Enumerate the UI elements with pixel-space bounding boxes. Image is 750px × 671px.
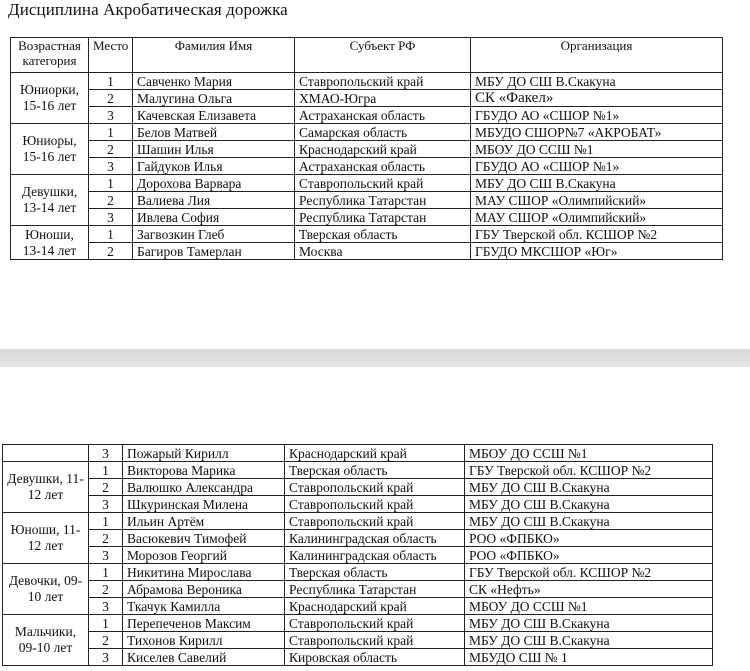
place-cell: 3 (89, 107, 133, 124)
page-title: Дисциплина Акробатическая дорожка (8, 0, 288, 19)
organization-cell: РОО «ФПБКО» (465, 547, 713, 564)
category-cell: Девушки, 13-14 лет (11, 175, 89, 226)
table-row (11, 226, 723, 243)
region-cell: Ставропольский край (285, 615, 465, 632)
header-organization: Организация (471, 38, 723, 73)
header-category: Возрастная категория (11, 38, 89, 73)
table-row (3, 564, 713, 581)
place-cell: 2 (89, 90, 133, 107)
name-cell: Малугина Ольга (133, 90, 295, 107)
name-cell: Пожарый Кирилл (123, 445, 285, 462)
table-row (3, 462, 713, 479)
place-cell: 2 (89, 141, 133, 158)
name-cell: Дорохова Варвара (133, 175, 295, 192)
region-cell: Ставропольский край (295, 175, 471, 192)
region-cell: Калининградская область (285, 530, 465, 547)
name-cell: Абрамова Вероника (123, 581, 285, 598)
table-row (3, 496, 713, 513)
name-cell: Ивлева София (133, 209, 295, 226)
organization-cell: МБУ ДО СШ В.Скакуна (471, 175, 723, 192)
region-cell: Ставропольский край (285, 513, 465, 530)
organization-cell: РОО «ФПБКО» (465, 530, 713, 547)
place-cell: 3 (89, 158, 133, 175)
table-row (11, 175, 723, 192)
organization-cell: МБУ ДО СШ В.Скакуна (471, 73, 723, 90)
region-cell: Краснодарский край (295, 141, 471, 158)
organization-cell: МБОУ ДО ССШ №1 (465, 445, 713, 462)
place-cell: 3 (89, 496, 123, 513)
page-break-divider (0, 349, 750, 367)
region-cell: Москва (295, 243, 471, 260)
table-header-row (11, 38, 723, 73)
place-cell: 1 (89, 73, 133, 90)
name-cell: Загвозкин Глеб (133, 226, 295, 243)
name-cell: Савченко Мария (133, 73, 295, 90)
organization-cell: МБОУ ДО ССШ №1 (471, 141, 723, 158)
place-cell: 2 (89, 192, 133, 209)
table-row (3, 445, 713, 462)
name-cell: Киселев Савелий (123, 649, 285, 666)
header-place: Место (89, 38, 133, 73)
organization-cell: МБУ ДО СШ В.Скакуна (465, 615, 713, 632)
name-cell: Шкуринская Милена (123, 496, 285, 513)
name-cell: Никитина Мирослава (123, 564, 285, 581)
region-cell: Ставропольский край (285, 479, 465, 496)
header-name: Фамилия Имя (133, 38, 295, 73)
table-row (11, 243, 723, 260)
place-cell: 1 (89, 513, 123, 530)
table-row (11, 90, 723, 107)
organization-cell: МАУ СШОР «Олимпийский» (471, 192, 723, 209)
place-cell: 1 (89, 226, 133, 243)
organization-cell: СК «Нефть» (465, 581, 713, 598)
region-cell: Калининградская область (285, 547, 465, 564)
category-cell: Юниоры, 15-16 лет (11, 124, 89, 175)
place-cell: 3 (89, 547, 123, 564)
table-row (3, 632, 713, 649)
category-cell: Юниорки, 15-16 лет (11, 73, 89, 124)
results-table-1 (10, 37, 723, 260)
name-cell: Перепеченов Максим (123, 615, 285, 632)
organization-cell: МБУ ДО СШ В.Скакуна (465, 496, 713, 513)
place-cell: 1 (89, 615, 123, 632)
organization-cell: МБУ ДО СШ В.Скакуна (465, 479, 713, 496)
table-row (3, 547, 713, 564)
name-cell: Валиева Лия (133, 192, 295, 209)
region-cell: Кировская область (285, 649, 465, 666)
place-cell: 3 (89, 649, 123, 666)
organization-cell: ГБУДО АО «СШОР №1» (471, 107, 723, 124)
category-cell-continued (3, 445, 89, 462)
region-cell: Республика Татарстан (285, 581, 465, 598)
region-cell: Ставропольский край (285, 632, 465, 649)
organization-cell: МБУДО СШ № 1 (465, 649, 713, 666)
place-cell: 1 (89, 124, 133, 141)
place-cell: 2 (89, 530, 123, 547)
table-row (11, 158, 723, 175)
place-cell: 2 (89, 479, 123, 496)
region-cell: Республика Татарстан (295, 209, 471, 226)
region-cell: Астраханская область (295, 107, 471, 124)
name-cell: Ильин Артём (123, 513, 285, 530)
region-cell: ХМАО-Югра (295, 90, 471, 107)
category-cell: Юноши, 11-12 лет (3, 513, 89, 564)
region-cell: Краснодарский край (285, 598, 465, 615)
table-row (11, 141, 723, 158)
table-row (3, 649, 713, 666)
header-region: Субъект РФ (295, 38, 471, 73)
name-cell: Викторова Марика (123, 462, 285, 479)
region-cell: Тверская область (285, 462, 465, 479)
place-cell: 2 (89, 632, 123, 649)
table-row (3, 513, 713, 530)
table-row (11, 73, 723, 90)
organization-cell: СК «Факел» (471, 90, 723, 107)
region-cell: Тверская область (295, 226, 471, 243)
name-cell: Шашин Илья (133, 141, 295, 158)
name-cell: Морозов Георгий (123, 547, 285, 564)
organization-cell: МБУ ДО СШ В.Скакуна (465, 632, 713, 649)
name-cell: Тихонов Кирилл (123, 632, 285, 649)
table-row (3, 530, 713, 547)
organization-cell: МБУ ДО СШ В.Скакуна (465, 513, 713, 530)
table-row (3, 598, 713, 615)
region-cell: Астраханская область (295, 158, 471, 175)
place-cell: 2 (89, 581, 123, 598)
category-cell: Мальчики, 09-10 лет (3, 615, 89, 666)
results-table-2 (2, 444, 713, 666)
organization-cell: МБОУ ДО ССШ №1 (465, 598, 713, 615)
table-row (11, 209, 723, 226)
place-cell: 3 (89, 209, 133, 226)
region-cell: Тверская область (285, 564, 465, 581)
organization-cell: ГБУ Тверской обл. КСШОР №2 (471, 226, 723, 243)
organization-cell: ГБУДО АО «СШОР №1» (471, 158, 723, 175)
category-cell: Девочки, 09-10 лет (3, 564, 89, 615)
category-cell: Юноши, 13-14 лет (11, 226, 89, 260)
table-row (3, 581, 713, 598)
name-cell: Качевская Елизавета (133, 107, 295, 124)
table-row (3, 615, 713, 632)
region-cell: Ставропольский край (285, 496, 465, 513)
category-cell: Девушки, 11-12 лет (3, 462, 89, 513)
table-row (11, 107, 723, 124)
table-row (3, 479, 713, 496)
table-row (11, 192, 723, 209)
organization-cell: ГБУ Тверской обл. КСШОР №2 (465, 462, 713, 479)
place-cell: 3 (89, 445, 123, 462)
table-row (11, 124, 723, 141)
place-cell: 3 (89, 598, 123, 615)
organization-cell: МАУ СШОР «Олимпийский» (471, 209, 723, 226)
place-cell: 1 (89, 175, 133, 192)
region-cell: Республика Татарстан (295, 192, 471, 209)
name-cell: Ткачук Камилла (123, 598, 285, 615)
name-cell: Белов Матвей (133, 124, 295, 141)
name-cell: Васюкевич Тимофей (123, 530, 285, 547)
region-cell: Краснодарский край (285, 445, 465, 462)
region-cell: Самарская область (295, 124, 471, 141)
place-cell: 2 (89, 243, 133, 260)
place-cell: 1 (89, 564, 123, 581)
organization-cell: МБУДО СШОР№7 «АКРОБАТ» (471, 124, 723, 141)
organization-cell: ГБУ Тверской обл. КСШОР №2 (465, 564, 713, 581)
place-cell: 1 (89, 462, 123, 479)
region-cell: Ставропольский край (295, 73, 471, 90)
name-cell: Валюшко Александра (123, 479, 285, 496)
name-cell: Багиров Тамерлан (133, 243, 295, 260)
organization-cell: ГБУДО МКСШОР «Юг» (471, 243, 723, 260)
name-cell: Гайдуков Илья (133, 158, 295, 175)
